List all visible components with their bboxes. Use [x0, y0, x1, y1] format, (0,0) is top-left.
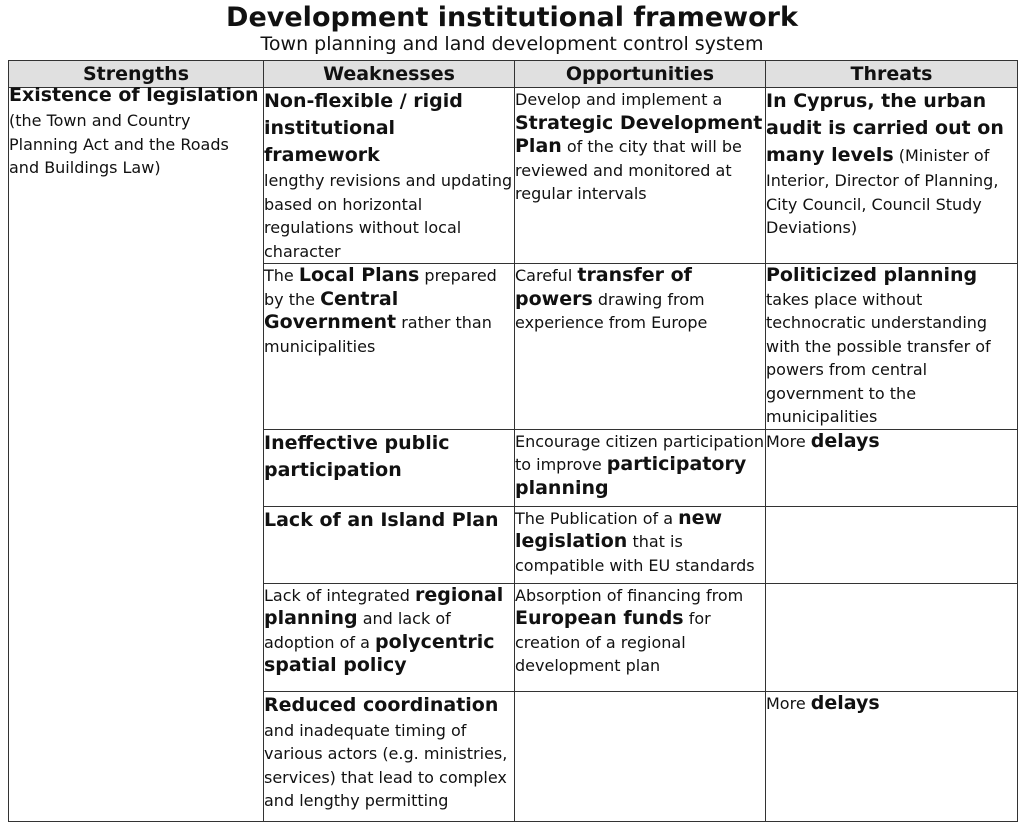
- weakness-cell: [264, 691, 515, 821]
- opportunity-text: Absorption of financing from: [515, 585, 744, 605]
- weakness-emphasis: Central Government: [264, 287, 399, 333]
- page-title: Development institutional framework: [226, 2, 798, 33]
- strength-heading: Existence of legislation: [9, 84, 259, 106]
- weakness-text: rather than municipalities: [264, 313, 492, 356]
- threat-text: More: [766, 431, 806, 451]
- opportunity-cell: [515, 583, 766, 691]
- opportunity-emphasis: participatory planning: [515, 453, 747, 499]
- column-header-opportunities: Opportunities: [515, 61, 766, 88]
- opportunity-text: Careful: [515, 266, 573, 285]
- weakness-heading: Lack of an Island Plan: [264, 508, 499, 531]
- weakness-heading: Reduced coordination: [264, 693, 499, 716]
- opportunity-text: Develop and implement a: [515, 90, 723, 109]
- opportunity-text: for creation of a regional development plan: [515, 609, 711, 675]
- threat-cell: [766, 88, 1018, 264]
- opportunity-emphasis: transfer of powers: [515, 264, 692, 310]
- weakness-emphasis: polycentric spatial policy: [264, 630, 495, 676]
- threat-text: (Minister of Interior, Director of Planning, City Council, Council Study Deviations): [766, 146, 999, 237]
- opportunity-cell: [515, 264, 766, 430]
- column-header-weaknesses: Weaknesses: [264, 61, 515, 88]
- weakness-text: The: [264, 266, 294, 285]
- weakness-emphasis: Local Plans: [298, 264, 420, 286]
- strength-cell: [9, 84, 264, 822]
- threat-emphasis: delays: [810, 429, 880, 452]
- opportunity-text: of the city that will be reviewed and monitored at regular intervals: [515, 137, 742, 203]
- threat-emphasis: In Cyprus, the urban audit is carried out on many levels: [766, 90, 1004, 166]
- threat-cell: [766, 429, 1018, 506]
- threat-cell: [766, 691, 1018, 821]
- opportunity-text: The Publication of a: [515, 508, 674, 528]
- opportunity-emphasis: Strategic Development Plan: [515, 111, 763, 157]
- weakness-cell: [264, 88, 515, 264]
- opportunity-cell: [515, 429, 766, 506]
- threat-cell-empty: [766, 583, 1018, 691]
- weakness-text: lengthy revisions and updating based on horizontal regulations without local character: [264, 171, 513, 261]
- opportunity-text: Encourage citizen participation to improve: [515, 431, 764, 474]
- threat-emphasis: delays: [810, 691, 880, 714]
- strength-detail: (the Town and Country Planning Act and the Roads and Buildings Law): [9, 111, 229, 177]
- page-subtitle: Town planning and land development control system: [260, 33, 764, 55]
- opportunity-cell: [515, 88, 766, 264]
- weakness-text: and inadequate timing of various actors (e.g. ministries, services) that lead to complex and lengthy permitting: [264, 720, 508, 810]
- opportunity-cell: [515, 506, 766, 583]
- opportunity-text: drawing from experience from Europe: [515, 289, 708, 332]
- weakness-heading: Non-flexible / rigid institutional framework: [264, 90, 463, 166]
- weakness-text: Lack of integrated: [264, 585, 410, 605]
- threat-cell-empty: [766, 506, 1018, 583]
- weakness-cell: [264, 583, 515, 691]
- opportunity-emphasis: new legislation: [515, 506, 723, 552]
- threat-text: More: [766, 693, 806, 713]
- weakness-cell: [264, 264, 515, 430]
- threat-emphasis: Politicized planning: [766, 264, 978, 286]
- opportunity-emphasis: European funds: [515, 607, 684, 629]
- opportunity-text: that is compatible with EU standards: [515, 532, 755, 575]
- opportunity-cell-empty: [515, 691, 766, 821]
- weakness-cell: [264, 506, 515, 583]
- table-row: [9, 88, 1018, 264]
- weakness-text: and lack of adoption of a: [264, 609, 451, 652]
- weakness-emphasis: regional planning: [264, 583, 504, 629]
- threat-cell: [766, 264, 1018, 430]
- column-header-strengths: Strengths: [9, 61, 264, 88]
- weakness-cell: [264, 429, 515, 506]
- weakness-text: prepared by the: [264, 266, 497, 309]
- threat-text: takes place without technocratic understanding with the possible transfer of powers from central government to the municipalities: [766, 289, 991, 426]
- column-header-threats: Threats: [766, 61, 1018, 88]
- weakness-heading: Ineffective public participation: [264, 431, 450, 481]
- swot-table: [8, 60, 1018, 822]
